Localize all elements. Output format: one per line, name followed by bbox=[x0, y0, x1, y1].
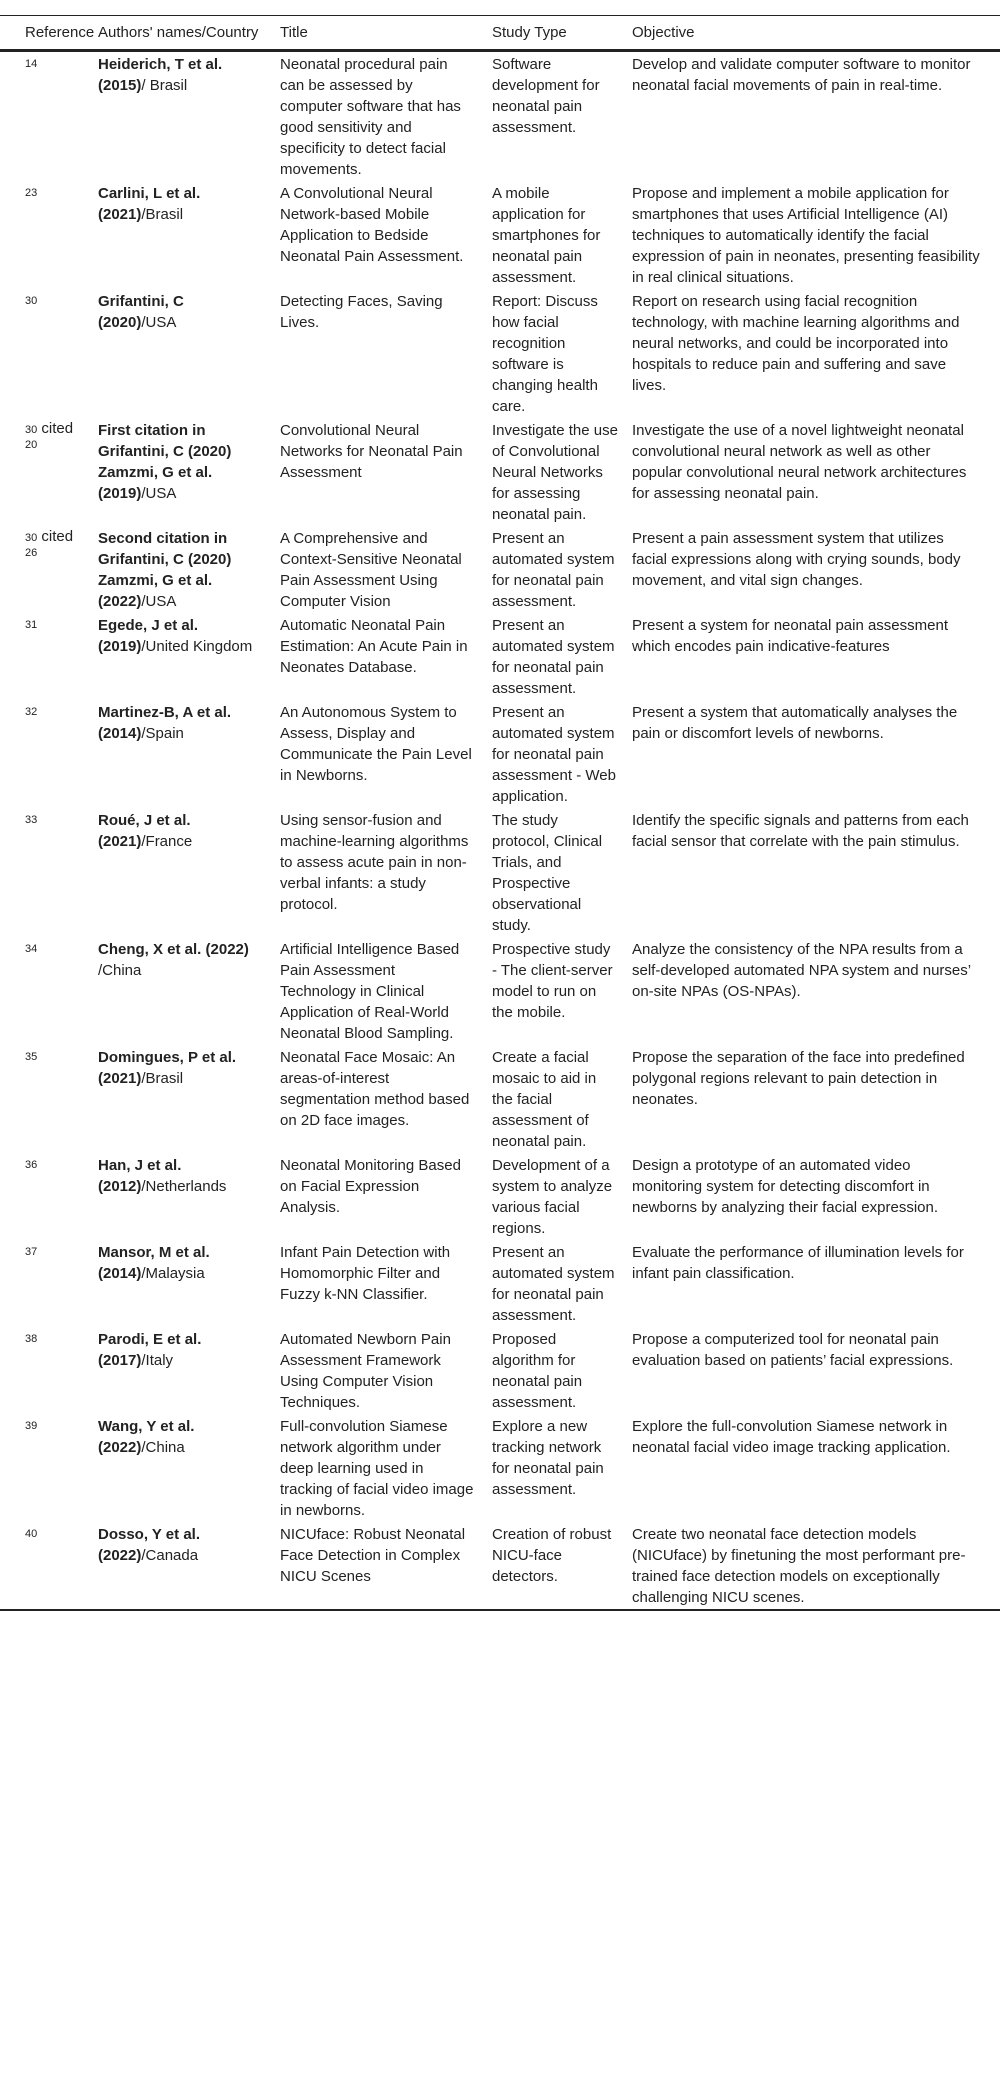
reference-secondary-number: 26 bbox=[25, 547, 38, 559]
header-objective: Objective bbox=[632, 24, 695, 41]
objective-cell: Explore the full-convolution Siamese network in neonatal facial video image tracking application. bbox=[632, 1418, 951, 1456]
objective-cell: Present a system that automatically analyses the pain or discomfort levels of newborns. bbox=[632, 704, 958, 742]
reference-number: 32 bbox=[25, 706, 38, 718]
reference-number: 23 bbox=[25, 187, 38, 199]
authors-cell bbox=[98, 1153, 280, 1240]
reference-cell bbox=[0, 1045, 98, 1153]
reference-number: 14 bbox=[25, 58, 38, 70]
reference-cell bbox=[0, 1327, 98, 1414]
table-header bbox=[0, 16, 1000, 51]
title-cell: Full-convolution Siamese network algorithm under deep learning used in tracking of facial video image in newborns. bbox=[280, 1418, 474, 1519]
authors-cell bbox=[98, 418, 280, 526]
table-body bbox=[0, 51, 1000, 1611]
table-row bbox=[0, 1240, 1000, 1327]
title-cell: Automated Newborn Pain Assessment Framework Using Computer Vision Techniques. bbox=[280, 1331, 451, 1411]
study-type-cell: Create a facial mosaic to aid in the facial assessment of neonatal pain. bbox=[492, 1049, 597, 1150]
objective-cell: Propose and implement a mobile application for smartphones that uses Artificial Intelligence (AI) techniques to automatically identify the facial expression of pain in neonates, presenting feasibility in real clinical situations. bbox=[632, 185, 980, 286]
author-country: /Brasil bbox=[141, 1070, 184, 1087]
reference-cell bbox=[0, 700, 98, 808]
title-cell: Convolutional Neural Networks for Neonatal Pain Assessment bbox=[280, 422, 463, 481]
reference-number: 31 bbox=[25, 619, 38, 631]
table-row bbox=[0, 181, 1000, 289]
objective-cell: Design a prototype of an automated video monitoring system for detecting discomfort in newborns by analyzing their facial expression. bbox=[632, 1157, 938, 1216]
table-row bbox=[0, 1045, 1000, 1153]
objective-cell: Evaluate the performance of illumination levels for infant pain classification. bbox=[632, 1244, 964, 1282]
study-type-cell: Software development for neonatal pain assessment. bbox=[492, 56, 600, 136]
title-cell: Infant Pain Detection with Homomorphic Filter and Fuzzy k-NN Classifier. bbox=[280, 1244, 451, 1303]
author-country: /Brasil bbox=[141, 206, 184, 223]
author-name-year: Carlini, L et al. (2021) bbox=[98, 185, 201, 223]
authors-cell bbox=[98, 289, 280, 418]
study-type-cell: Creation of robust NICU-face detectors. bbox=[492, 1526, 612, 1585]
title-cell: A Convolutional Neural Network-based Mobile Application to Bedside Neonatal Pain Assessment. bbox=[280, 185, 464, 265]
author-name-year: Domingues, P et al. (2021) bbox=[98, 1049, 237, 1087]
author-name-year: Second citation in Grifantini, C (2020) Zamzmi, G et al. (2022) bbox=[98, 530, 232, 610]
author-country: /USA bbox=[141, 593, 177, 610]
author-country: /Canada bbox=[141, 1547, 199, 1564]
table-row bbox=[0, 1414, 1000, 1522]
table-row bbox=[0, 613, 1000, 700]
author-name-year: First citation in Grifantini, C (2020) Zamzmi, G et al. (2019) bbox=[98, 422, 232, 502]
author-name-year: Parodi, E et al. (2017) bbox=[98, 1331, 202, 1369]
authors-cell bbox=[98, 700, 280, 808]
table-row bbox=[0, 51, 1000, 182]
cited-label: cited bbox=[37, 420, 74, 437]
author-country: / Brasil bbox=[141, 77, 188, 94]
study-type-cell: Development of a system to analyze various facial regions. bbox=[492, 1157, 613, 1237]
reference-number: 30 bbox=[25, 295, 38, 307]
objective-cell: Investigate the use of a novel lightweight neonatal convolutional neural network as well as other popular convolutional neural network architectures for assessing neonatal pain. bbox=[632, 422, 967, 502]
reference-cell bbox=[0, 289, 98, 418]
authors-cell bbox=[98, 526, 280, 613]
reference-cell bbox=[0, 51, 98, 182]
header-reference: Reference bbox=[25, 24, 95, 41]
author-name-year: Martinez-B, A et al. (2014) bbox=[98, 704, 232, 742]
study-type-cell: Explore a new tracking network for neonatal pain assessment. bbox=[492, 1418, 604, 1498]
authors-cell bbox=[98, 1414, 280, 1522]
studies-table bbox=[0, 15, 1000, 1611]
author-name-year: Egede, J et al. (2019) bbox=[98, 617, 199, 655]
objective-cell: Identify the specific signals and patterns from each facial sensor that correlate with the pain stimulus. bbox=[632, 812, 969, 850]
title-cell: Neonatal Monitoring Based on Facial Expression Analysis. bbox=[280, 1157, 461, 1216]
study-type-cell: Present an automated system for neonatal pain assessment. bbox=[492, 617, 615, 697]
table-row bbox=[0, 526, 1000, 613]
reference-number: 38 bbox=[25, 1333, 38, 1345]
author-name-year: Han, J et al. (2012) bbox=[98, 1157, 182, 1195]
study-type-cell: Present an automated system for neonatal pain assessment. bbox=[492, 1244, 615, 1324]
title-cell: Using sensor-fusion and machine-learning algorithms to assess acute pain in non-verbal infants: a study protocol. bbox=[280, 812, 469, 913]
objective-cell: Create two neonatal face detection models (NICUface) by finetuning the most performant pre-trained face detection models on exceptionally challenging NICU scenes. bbox=[632, 1526, 966, 1606]
reference-number: 30 bbox=[25, 424, 38, 436]
table-row bbox=[0, 937, 1000, 1045]
reference-number: 37 bbox=[25, 1246, 38, 1258]
table-row bbox=[0, 700, 1000, 808]
authors-cell bbox=[98, 937, 280, 1045]
author-country: /China bbox=[141, 1439, 185, 1456]
objective-cell: Report on research using facial recognition technology, with machine learning algorithms and neural networks, and could be incorporated into hospitals to reduce pain and suffering and save lives. bbox=[632, 293, 960, 394]
study-type-cell: Prospective study - The client-server model to run on the mobile. bbox=[492, 941, 613, 1021]
reference-cell bbox=[0, 1414, 98, 1522]
author-name-year: Wang, Y et al. (2022) bbox=[98, 1418, 195, 1456]
title-cell: Automatic Neonatal Pain Estimation: An Acute Pain in Neonates Database. bbox=[280, 617, 468, 676]
table-row bbox=[0, 808, 1000, 937]
header-study-type: Study Type bbox=[492, 24, 567, 41]
study-type-cell: Investigate the use of Convolutional Neural Networks for assessing neonatal pain. bbox=[492, 422, 618, 523]
author-country: /USA bbox=[141, 485, 177, 502]
title-cell: Artificial Intelligence Based Pain Assessment Technology in Clinical Application of Real-World Neonatal Blood Sampling. bbox=[280, 941, 460, 1042]
authors-cell bbox=[98, 1327, 280, 1414]
authors-cell bbox=[98, 1522, 280, 1610]
author-name-year: Grifantini, C (2020) bbox=[98, 293, 184, 331]
authors-cell bbox=[98, 1240, 280, 1327]
reference-cell bbox=[0, 181, 98, 289]
reference-cell bbox=[0, 526, 98, 613]
author-country: /USA bbox=[141, 314, 177, 331]
reference-number: 36 bbox=[25, 1159, 38, 1171]
reference-number: 33 bbox=[25, 814, 38, 826]
authors-cell bbox=[98, 51, 280, 182]
author-name-year: Cheng, X et al. (2022) bbox=[98, 941, 249, 958]
title-cell: Neonatal Face Mosaic: An areas-of-interest segmentation method based on 2D face images. bbox=[280, 1049, 470, 1129]
title-cell: Neonatal procedural pain can be assessed by computer software that has good sensitivity and specificity to detect facial movements. bbox=[280, 56, 461, 178]
title-cell: A Comprehensive and Context-Sensitive Neonatal Pain Assessment Using Computer Vision bbox=[280, 530, 462, 610]
table-row bbox=[0, 1327, 1000, 1414]
author-name-year: Mansor, M et al. (2014) bbox=[98, 1244, 210, 1282]
objective-cell: Develop and validate computer software to monitor neonatal facial movements of pain in real-time. bbox=[632, 56, 971, 94]
study-type-cell: Proposed algorithm for neonatal pain assessment. bbox=[492, 1331, 583, 1411]
author-name-year: Roué, J et al. (2021) bbox=[98, 812, 191, 850]
study-type-cell: Report: Discuss how facial recognition software is changing health care. bbox=[492, 293, 598, 415]
author-country: /Malaysia bbox=[141, 1265, 205, 1282]
reference-cell bbox=[0, 1153, 98, 1240]
study-type-cell: Present an automated system for neonatal pain assessment. bbox=[492, 530, 615, 610]
study-type-cell: The study protocol, Clinical Trials, and Prospective observational study. bbox=[492, 812, 603, 934]
author-country: /Netherlands bbox=[141, 1178, 227, 1195]
table-row bbox=[0, 418, 1000, 526]
objective-cell: Propose a computerized tool for neonatal pain evaluation based on patients’ facial expressions. bbox=[632, 1331, 954, 1369]
table-row bbox=[0, 1153, 1000, 1240]
reference-number: 39 bbox=[25, 1420, 38, 1432]
objective-cell: Propose the separation of the face into predefined polygonal regions relevant to pain detection in neonates. bbox=[632, 1049, 965, 1108]
study-type-cell: Present an automated system for neonatal pain assessment - Web application. bbox=[492, 704, 616, 805]
authors-cell bbox=[98, 181, 280, 289]
reference-cell bbox=[0, 1522, 98, 1610]
reference-cell bbox=[0, 937, 98, 1045]
authors-cell bbox=[98, 613, 280, 700]
author-country: /China bbox=[98, 962, 142, 979]
title-cell: An Autonomous System to Assess, Display and Communicate the Pain Level in Newborns. bbox=[280, 704, 472, 784]
reference-number: 35 bbox=[25, 1051, 38, 1063]
table-row bbox=[0, 289, 1000, 418]
author-name-year: Dosso, Y et al. (2022) bbox=[98, 1526, 200, 1564]
reference-cell bbox=[0, 808, 98, 937]
reference-cell bbox=[0, 613, 98, 700]
authors-cell bbox=[98, 1045, 280, 1153]
author-name-year: Heiderich, T et al. (2015) bbox=[98, 56, 223, 94]
authors-cell bbox=[98, 808, 280, 937]
header-title: Title bbox=[280, 24, 308, 41]
author-country: /Italy bbox=[141, 1352, 174, 1369]
reference-number: 40 bbox=[25, 1528, 38, 1540]
title-cell: Detecting Faces, Saving Lives. bbox=[280, 293, 443, 331]
reference-secondary-number: 20 bbox=[25, 439, 38, 451]
author-country: /United Kingdom bbox=[141, 638, 253, 655]
author-country: /France bbox=[141, 833, 193, 850]
table-row bbox=[0, 1522, 1000, 1610]
objective-cell: Present a system for neonatal pain assessment which encodes pain indicative-features bbox=[632, 617, 948, 655]
author-country: /Spain bbox=[141, 725, 184, 742]
reference-cell bbox=[0, 1240, 98, 1327]
reference-number: 30 bbox=[25, 532, 38, 544]
reference-number: 34 bbox=[25, 943, 38, 955]
objective-cell: Present a pain assessment system that utilizes facial expressions along with crying sounds, body movement, and vital sign changes. bbox=[632, 530, 961, 589]
objective-cell: Analyze the consistency of the NPA results from a self-developed automated NPA system and nurses’ on-site NPAs (OS-NPAs). bbox=[632, 941, 971, 1000]
study-type-cell: A mobile application for smartphones for neonatal pain assessment. bbox=[492, 185, 601, 286]
reference-cell bbox=[0, 418, 98, 526]
header-authors: Authors' names/Country bbox=[98, 24, 259, 41]
cited-label: cited bbox=[37, 528, 74, 545]
title-cell: NICUface: Robust Neonatal Face Detection in Complex NICU Scenes bbox=[280, 1526, 466, 1585]
